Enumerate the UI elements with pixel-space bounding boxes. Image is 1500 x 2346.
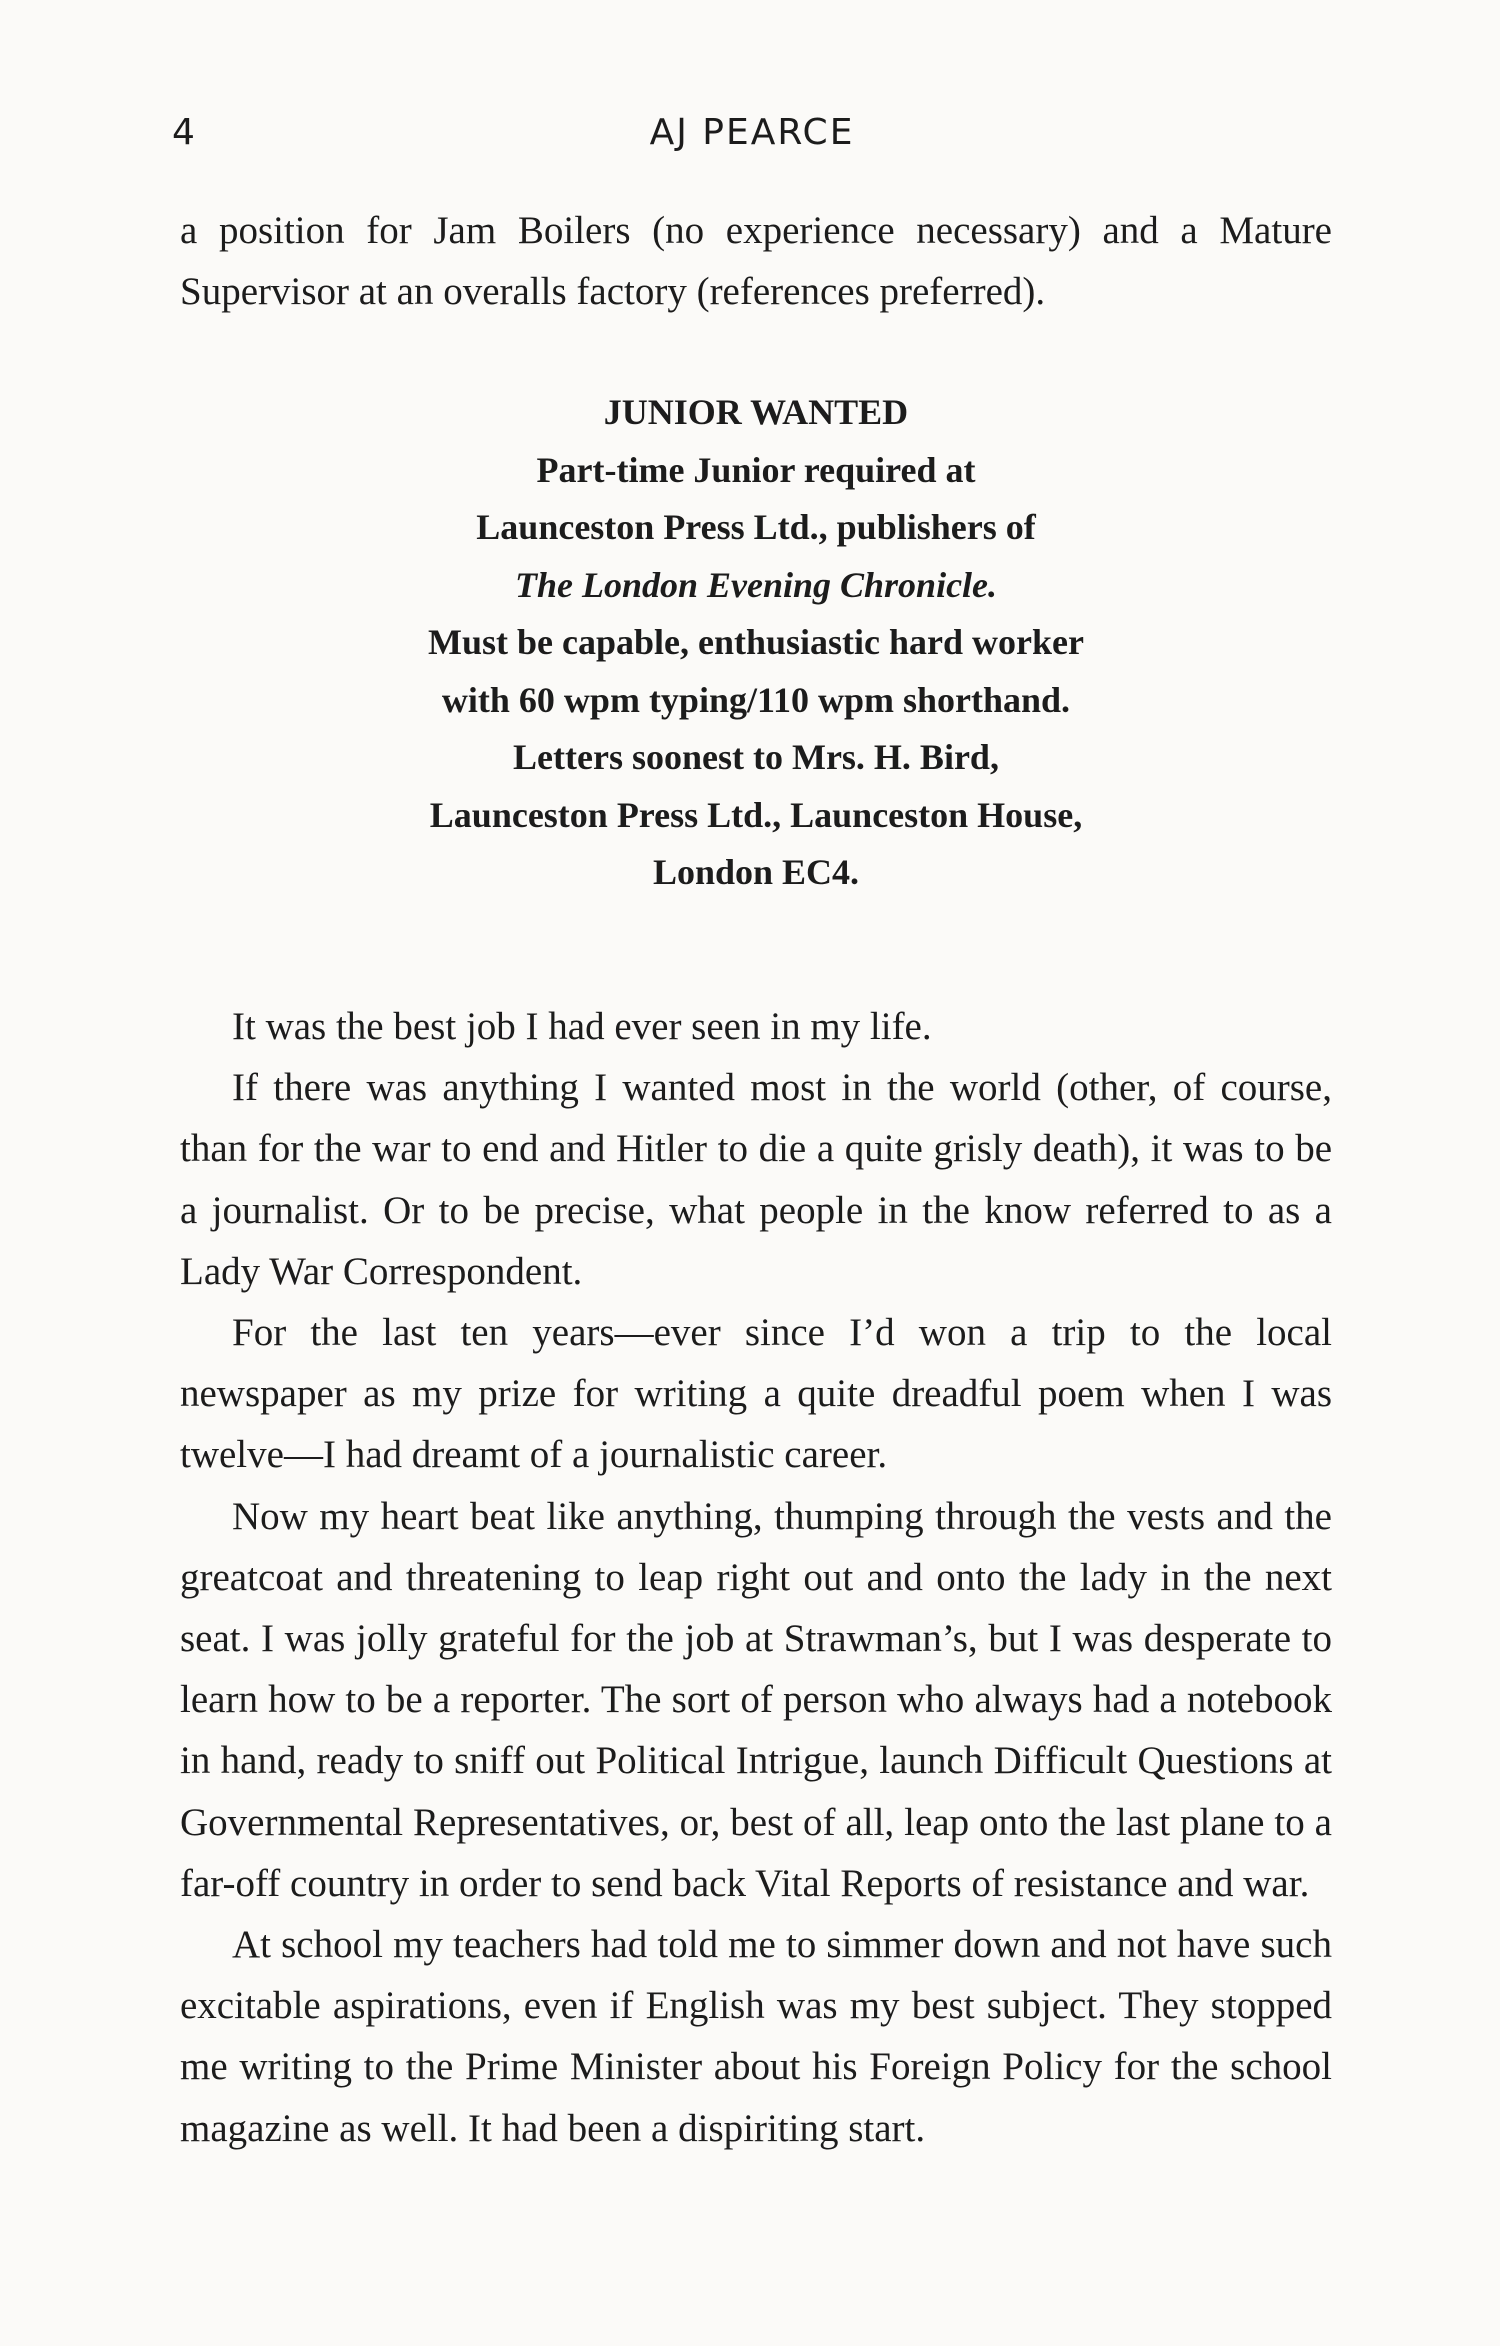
main-text bbox=[180, 996, 1332, 2159]
advert-line: London EC4. bbox=[652, 852, 860, 892]
advert-line: Launceston Press Ltd., publishers of bbox=[476, 507, 1036, 547]
advert-line: Must be capable, enthusiastic hard worker bbox=[428, 622, 1084, 662]
advert-line: with 60 wpm typing/110 wpm shorthand. bbox=[441, 679, 1071, 720]
advert-title: JUNIOR WANTED bbox=[603, 392, 909, 432]
advert-line: Letters soonest to Mrs. H. Bird, bbox=[513, 737, 999, 777]
intro-paragraph: a position for Jam Boilers (no experience necessary) and a Mature Supervisor at an overalls factory (references preferred). bbox=[180, 209, 1332, 314]
page-number: 4 bbox=[172, 112, 197, 153]
advert-publication-title: The London Evening Chronicle. bbox=[514, 564, 998, 605]
running-head: AJ PEARCE bbox=[649, 112, 855, 153]
paragraph: It was the best job I had ever seen in my life. bbox=[232, 1005, 932, 1048]
job-advertisement bbox=[180, 384, 1332, 902]
intro-text bbox=[180, 200, 1332, 322]
paragraph: For the last ten years—ever since I’d won a trip to the local newspaper as my prize for writing a quite dreadful poem when I was twelve—I had dreamt of a journalistic career. bbox=[180, 1311, 1332, 1477]
advert-line: Launceston Press Ltd., Launceston House, bbox=[429, 794, 1083, 835]
paragraph: If there was anything I wanted most in the world (other, of course, than for the war to end and Hitler to die a quite grisly death), it was to be a journalist. Or to be precise, what people in the know referred to as a Lady War Correspondent. bbox=[180, 1066, 1332, 1293]
paragraph: At school my teachers had told me to simmer down and not have such excitable aspirations, even if English was my best subject. They stopped me writing to the Prime Minister about his Foreign Policy for the school magazine as well. It had been a dispiriting start. bbox=[180, 1923, 1332, 2150]
paragraph: Now my heart beat like anything, thumping through the vests and the greatcoat and threatening to leap right out and onto the lady in the next seat. I was jolly grateful for the job at Strawman’s, but I was desperate to learn how to be a reporter. The sort of person who always had a notebook in hand, ready to sniff out Political Intrigue, launch Difficult Questions at Governmental Representatives, or, best of all, leap onto the last plane to a far-off country in order to send back Vital Reports of resistance and war. bbox=[180, 1494, 1332, 1905]
page-header bbox=[172, 112, 1332, 162]
advert-line: Part-time Junior required at bbox=[536, 449, 976, 490]
